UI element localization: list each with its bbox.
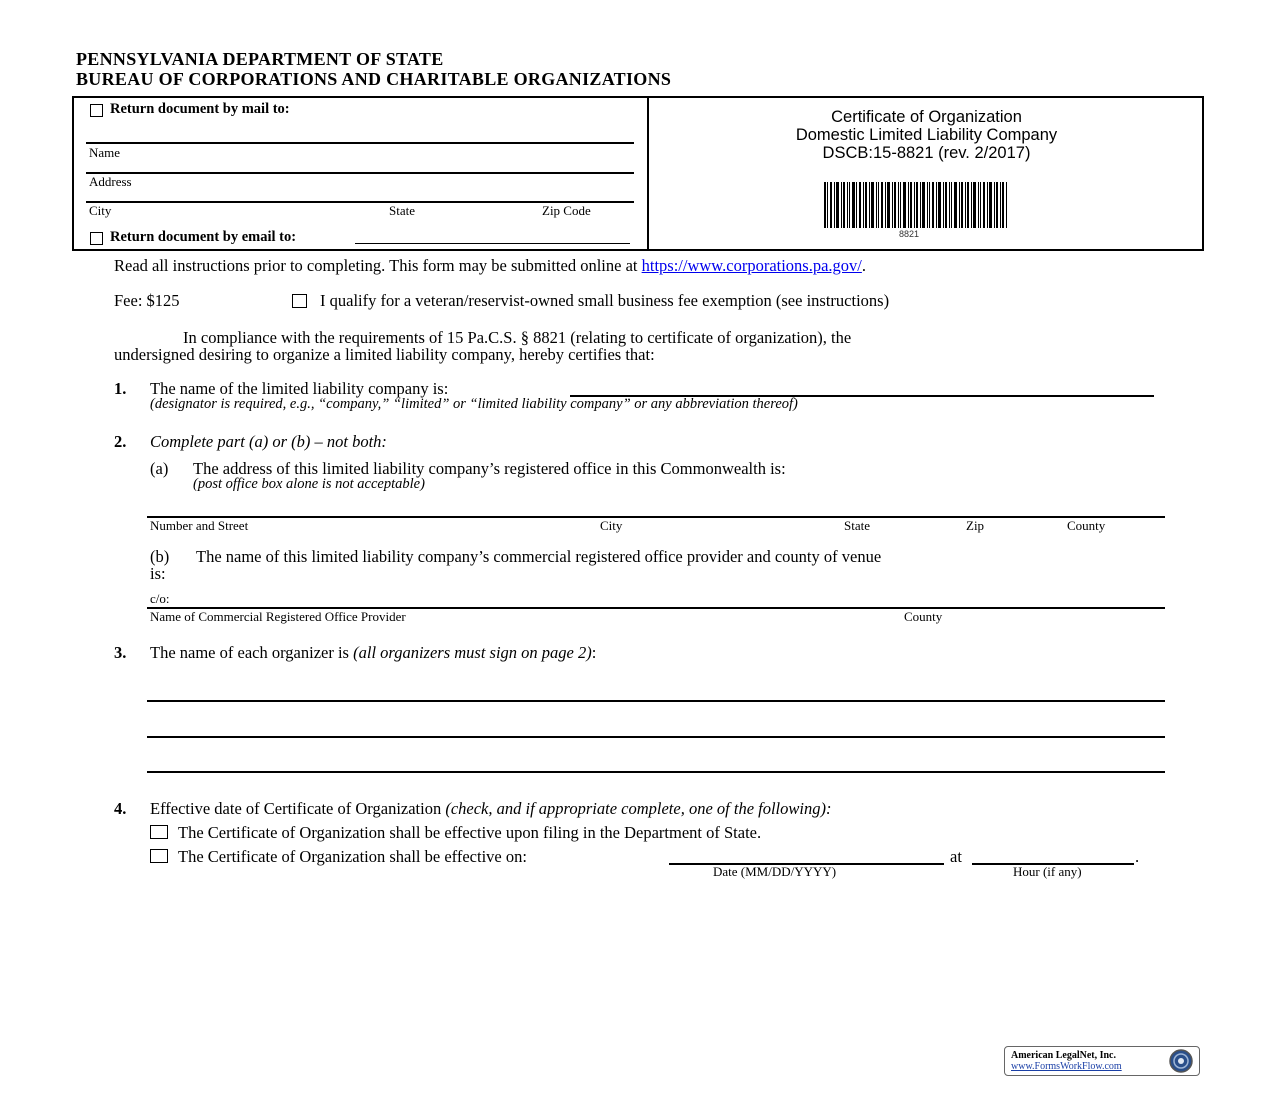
return-email-label: Return document by email to: — [110, 229, 297, 245]
registered-office-line — [147, 516, 1165, 518]
organizer-line-1 — [147, 700, 1165, 702]
item4-body: Effective date of Certificate of Organization — [150, 799, 446, 818]
email-line — [355, 243, 630, 244]
return-name-input[interactable] — [88, 124, 628, 140]
fee-label: Fee: $125 — [114, 291, 180, 310]
provider-label: Name of Commercial Registered Office Provider — [150, 609, 406, 624]
co-label: c/o: — [150, 591, 170, 606]
form-title: Certificate of Organization — [831, 108, 1022, 126]
effective-date-input[interactable] — [672, 846, 940, 862]
zip-label: Zip Code — [542, 203, 591, 218]
form-subtitle: Domestic Limited Liability Company — [795, 126, 1058, 144]
fee-exemption-checkbox[interactable] — [292, 294, 307, 308]
name-label: Name — [89, 145, 121, 160]
organizer-1-input[interactable] — [150, 682, 1160, 698]
provider-county-label: County — [904, 609, 943, 624]
agency-title: PENNSYLVANIA DEPARTMENT OF STATE — [76, 49, 444, 69]
item2a-label: (a) — [150, 459, 169, 478]
llc-name-input[interactable] — [572, 378, 1150, 394]
organizer-line-3 — [147, 771, 1165, 773]
item2b-text-line1: The name of this limited liability company’s commercial registered office provider and county of venue — [196, 547, 882, 566]
address-label: Address — [89, 174, 132, 189]
item2b-text-line2: is: — [150, 564, 166, 583]
effective-hour-input[interactable] — [975, 846, 1130, 862]
date-format-label: Date (MM/DD/YYYY) — [713, 864, 837, 879]
hour-label: Hour (if any) — [1013, 864, 1082, 879]
col-county: County — [1067, 518, 1106, 533]
footer-company: American LegalNet, Inc. — [1011, 1050, 1116, 1061]
col-zip: Zip — [966, 518, 985, 533]
item3-note: (all organizers must sign on page 2) — [353, 643, 592, 662]
item3-number: 3. — [114, 643, 127, 662]
return-email-input[interactable] — [357, 227, 627, 243]
item3-suffix: : — [591, 643, 597, 662]
city-label: City — [89, 203, 112, 218]
return-mail-checkbox[interactable] — [90, 104, 103, 117]
effective-upon-filing-label: The Certificate of Organization shall be effective upon filing in the Department of State. — [178, 823, 762, 842]
item3-text — [150, 643, 596, 663]
barcode-icon — [824, 182, 1008, 230]
return-mail-label: Return document by mail to: — [110, 101, 290, 117]
item2a-note: (post office box alone is not acceptable) — [193, 476, 425, 492]
footer-url[interactable]: www.FormsWorkFlow.com — [1011, 1061, 1122, 1072]
item1-note: (designator is required, e.g., “company,” “limited” or “limited liability company” or any abbreviation thereof) — [150, 396, 798, 412]
effective-on-date-label: The Certificate of Organization shall be effective on: — [178, 847, 527, 866]
item2-text: Complete part (a) or (b) – not both: — [150, 432, 387, 451]
item4-text — [150, 799, 831, 819]
item1-text: The name of the limited liability company is: — [150, 379, 449, 398]
period-mark: . — [1135, 847, 1140, 866]
at-label: at — [950, 847, 962, 866]
fee-exemption-label: I qualify for a veteran/reservist-owned small business fee exemption (see instructions) — [320, 291, 890, 310]
registered-office-input[interactable] — [150, 498, 1160, 514]
organizer-2-input[interactable] — [150, 718, 1160, 734]
item3-body: The name of each organizer is — [150, 643, 354, 662]
item2a-text: The address of this limited liability company’s registered office in this Commonwealth is: — [193, 459, 786, 478]
col-state: State — [844, 518, 870, 533]
item4-note: (check, and if appropriate complete, one of the following): — [445, 799, 832, 818]
footer-logo[interactable] — [1004, 1046, 1200, 1076]
compliance-line1: In compliance with the requirements of 15 Pa.C.S. § 8821 (relating to certificate of organization), the — [183, 328, 852, 347]
item2b-label: (b) — [150, 547, 170, 566]
instructions-text — [114, 256, 866, 276]
form-title-block — [649, 108, 1204, 162]
barcode-number: 8821 — [899, 229, 920, 239]
state-label: State — [389, 203, 415, 218]
col-city: City — [600, 518, 623, 533]
effective-upon-filing-checkbox[interactable] — [150, 825, 168, 839]
corporations-link[interactable]: https://www.corporations.pa.gov/ — [641, 256, 862, 275]
return-address-input[interactable] — [88, 155, 628, 171]
compliance-line2: undersigned desiring to organize a limited liability company, hereby certifies that: — [114, 345, 655, 364]
instructions-body: Read all instructions prior to completing. This form may be submitted online at — [114, 256, 642, 275]
return-email-checkbox[interactable] — [90, 232, 103, 245]
col-street: Number and Street — [150, 518, 249, 533]
bureau-title: BUREAU OF CORPORATIONS AND CHARITABLE ORGANIZATIONS — [76, 69, 672, 89]
form-number: DSCB:15-8821 (rev. 2/2017) — [822, 144, 1031, 162]
organizer-line-2 — [147, 736, 1165, 738]
name-line — [86, 142, 634, 144]
organizer-3-input[interactable] — [150, 753, 1160, 769]
item4-number: 4. — [114, 799, 127, 818]
globe-icon — [1165, 1048, 1197, 1074]
office-provider-input[interactable] — [180, 589, 1160, 605]
effective-on-date-checkbox[interactable] — [150, 849, 168, 863]
address-line — [86, 172, 634, 174]
instructions-suffix: . — [861, 256, 867, 275]
item1-number: 1. — [114, 379, 127, 398]
return-city-state-zip-input[interactable] — [88, 184, 628, 200]
item2-number: 2. — [114, 432, 127, 451]
